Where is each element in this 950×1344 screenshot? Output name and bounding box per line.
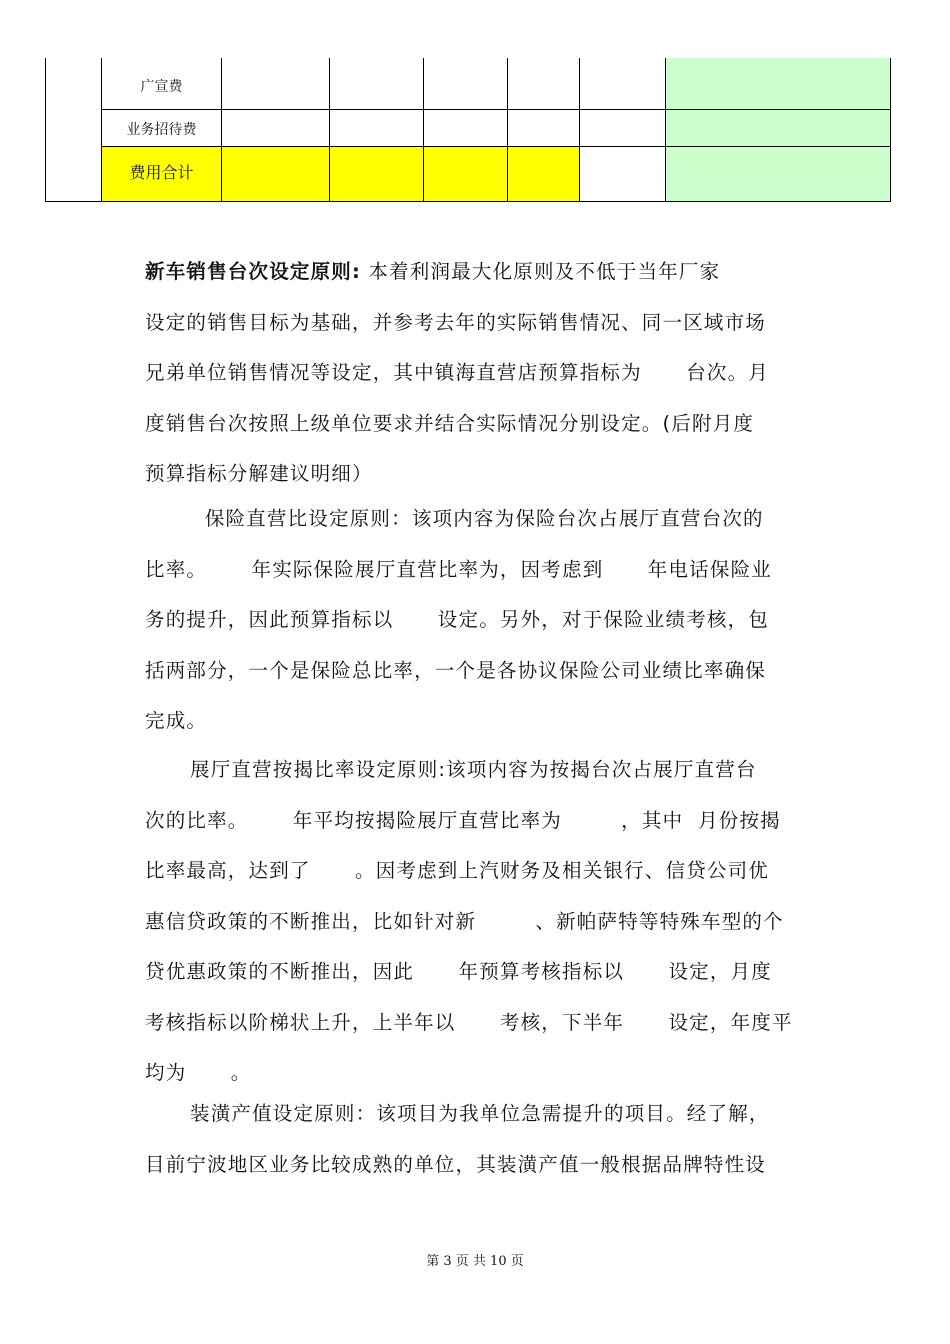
row-label-total: 费用合计 [129,163,194,182]
table-vline [579,58,580,202]
table-vline [890,58,891,202]
table-hline [45,201,891,202]
table-vline [45,58,46,202]
budget-table [0,0,950,205]
table-vline [665,58,666,202]
page-footer: 第 3 页 共 10 页 [426,1254,524,1269]
paragraph-new-car-sales [145,247,811,500]
table-hline [101,146,891,147]
paragraph-insurance-ratio: 保险直营比设定原则：该项内容为保险台次占展厅直营台次的 比率。 年实际保险展厅直营比率为，因考虑到 年电话保险业 务的提升，因此预算指标以 设定。另外，对于保险业绩考核，包 括两部分，一个是保险总比率，一个是各协议保险公司业绩比率确保 完成。 [145,507,772,732]
table-vline [329,58,330,202]
table-vline [423,58,424,202]
paragraph-mortgage-ratio: 展厅直营按揭比率设定原则:该项内容为按揭台次占展厅直营台 次的比率。 年平均按揭险展厅直营比率为 ，其中 月份按揭 比率最高，达到了 。因考虑到上汽财务及相关银行、信贷公司优 惠信贷政策的不断推出，比如针对新 、新帕萨特等特殊车型的个 贷优惠政策的不断推出，因此 年预算考核指标以 设定，月度 考核指标以阶梯状上升，上半年以 考核，下半年 设定，年度平 均为 。 [145,758,793,1084]
table-vline [507,58,508,202]
row-label-advertising: 广宣费 [140,79,183,95]
paragraph-body: 本着利润最大化原则及不低于当年厂家 设定的销售目标为基础，并参考去年的实际销售情况、同一区域市场 兄弟单位销售情况等设定，其中镇海直营店预算指标为 台次。月 度销售台次按照上级单位要求并结合实际情况分别设定。(后附月度 预算指标分解建议明细） [145,260,769,485]
green-column-fill [665,58,890,201]
row-label-entertainment: 业务招待费 [126,122,197,138]
paragraph-title: 新车销售台次设定原则: [145,260,361,283]
table-hline [101,109,891,110]
paragraph-decoration-output: 装潢产值设定原则：该项目为我单位急需提升的项目。经了解， 目前宁波地区业务比较成熟的单位，其装潢产值一般根据品牌特性设 [145,1102,770,1176]
